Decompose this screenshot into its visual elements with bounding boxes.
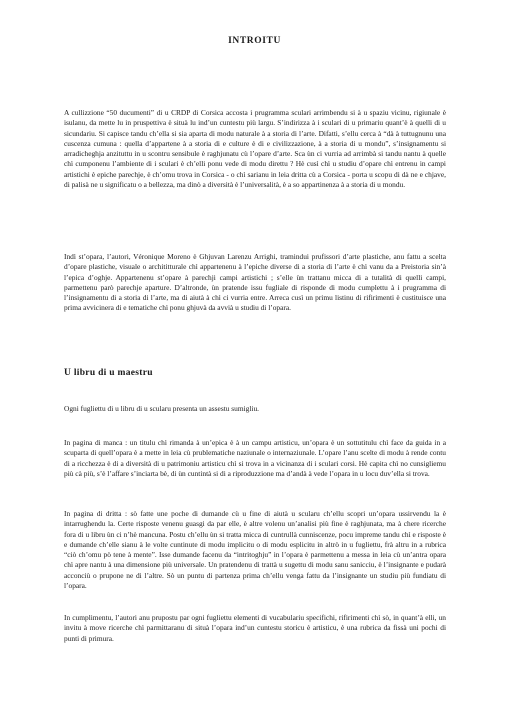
section-paragraph-4: In cumplimentu, l’autori anu prupostu par ogni fugliettu elementi di vucabulariu specifichi, rifirimenti chì sò, in quant’à elli, un invitu à move ricerche chì parmittaranu di situà l’opara ind’un cuntestu storicu è artisticu, è una rubrica da fissà uni pochi di punti di primura. <box>64 613 446 643</box>
section-paragraph-1: Ogni fugliettu di u libru di u scularu presenta un assestu sumigliu. <box>64 404 260 413</box>
section-paragraph-3: In pagina di dritta : sò fatte une poche di dumande cù u fine di aiutà u scularu ch’ellu scopri un’opara ussirvendu la è intarrughendu la. Certe risposte venenu guasgi da par elle, è altre volenu un’analisi più fine è raghjunata, ma à chere ricerche fora di u libru ùn ci n’hè mancuna. Postu ch’ellu ùn si tratta micca di cuntrullà cunniscenze, pocu impreme tandu chì e risposte è e dumande ch’elle sianu à le volte cuntinute di modu implicitu o di modu esplicitu in altrò in u fugliettu, frà altru in a rubrica “ciò ch’omu pò tene à mente”. Isse dumande facenu da “intritoghju” in l’opara è parmettenu a messa in leia cù un’antra opara chì apre nantu à una dimensione più universale. Un pratendenu di trattà u sugettu di modu sanu sanicciu, è l’insignante e pudarà acconciù o prupone ne di l’altre. Sò un puntu di partenza prima ch’ellu venga fattu da l’insignante un studiu più fundiatu di l’opara. <box>64 509 446 591</box>
section-heading: U libru di u maestru <box>64 368 153 378</box>
section-paragraph-2: In pagina di manca : un titulu chì rimanda à un’epica è à un campu artisticu, un’opara è un sottutitulu chì face da guida in a scuparta di quell’opara è a mette in leia cù prublematiche naziunale o internaziunale. L’opare l’anu scelte di modu à rende contu di a ricchezza è di a diversità di u patrimoniu artisticu chì si trova in a vicinanza di i sculari corsi. Hè capita chì no cunsigliemu più cà più, s’è l’affare s’inciarta bè, di ùn cuntintà si di a riproduzzione ma d’andà à vede l’opara in u locu duv’ella si trova. <box>64 438 446 478</box>
page-title: INTROITU <box>228 36 281 46</box>
intro-paragraph-2: Indì st’opara, l’autori, Véronique Moreno è Ghjuvan Larenzu Arrighi, tramindui prufissori d’arte plastiche, anu fattu a scelta d’opare plastiche, visuale o archititturale chì appartenenu à l’epiche diverse di a storia di l’arte è chì vanu da a Preistoria sin’à l’epica d’oghje. Appartenenu st’opare à parechji campi artistichi ; s’elle ùn trattanu micca di a tutalità di quelli campi, parmettenu parò parechje aparture. D’altronde, ùn pratende issu fugliale di risponde di modu cumplettu à i prugramma di l’insignamentu di a storia di l’arte, ma di aiutà à chì ci vurria entre. Arreca cusì un primu listinu di rifirimenti è custituisce una prima avvicinera di e tematiche chì ponu ghjuvà da avvià u studiu di l’opara. <box>64 252 446 313</box>
intro-paragraph-1: A cullizzione “50 ducumenti” di u CRDP di Corsica accosta i prugramma sculari arrimbendu si à u spaziu vicinu, rigiunale è isulanu, da mette lu in pruspettiva è situà lu ind’un cuntestu più largu. S’indirizza à i sculari di u primariu quant’è à quelli di u sicundariu. Si capisce tandu ch’ella si sia aparta di modu naturale à a storia di l’arte. Difatti, s’ellu cerca à “dà à tuttugnunu una cuscenza cumuna : quella d’appartene à a storia di e culture è di e civilizzazione, à a storia di u mondu”, s’insignamentu si arradicheghja anzituttu in u scontru sensibule è raghjunatu cù l’opare d’arte. Sca ùn ci vurria ad arrimbà si tandu nantu à quelle chì cumponenu l’ambiente di i sculari è ch’elli ponu vede di modu direttu ? Hè cusì chì u studiu d’opare chì entrenu in campi artistichi è epiche parechje, è ch’omu trova in Corsica - o chì sarianu in leia dritta cù a Corsica - porta u scopu di dà ne e chjave, di palisà ne u significatu o a bellezza, ma dinò a diversità è l’universalità, è a so appartinenza à a storia di u mondu. <box>64 108 446 190</box>
